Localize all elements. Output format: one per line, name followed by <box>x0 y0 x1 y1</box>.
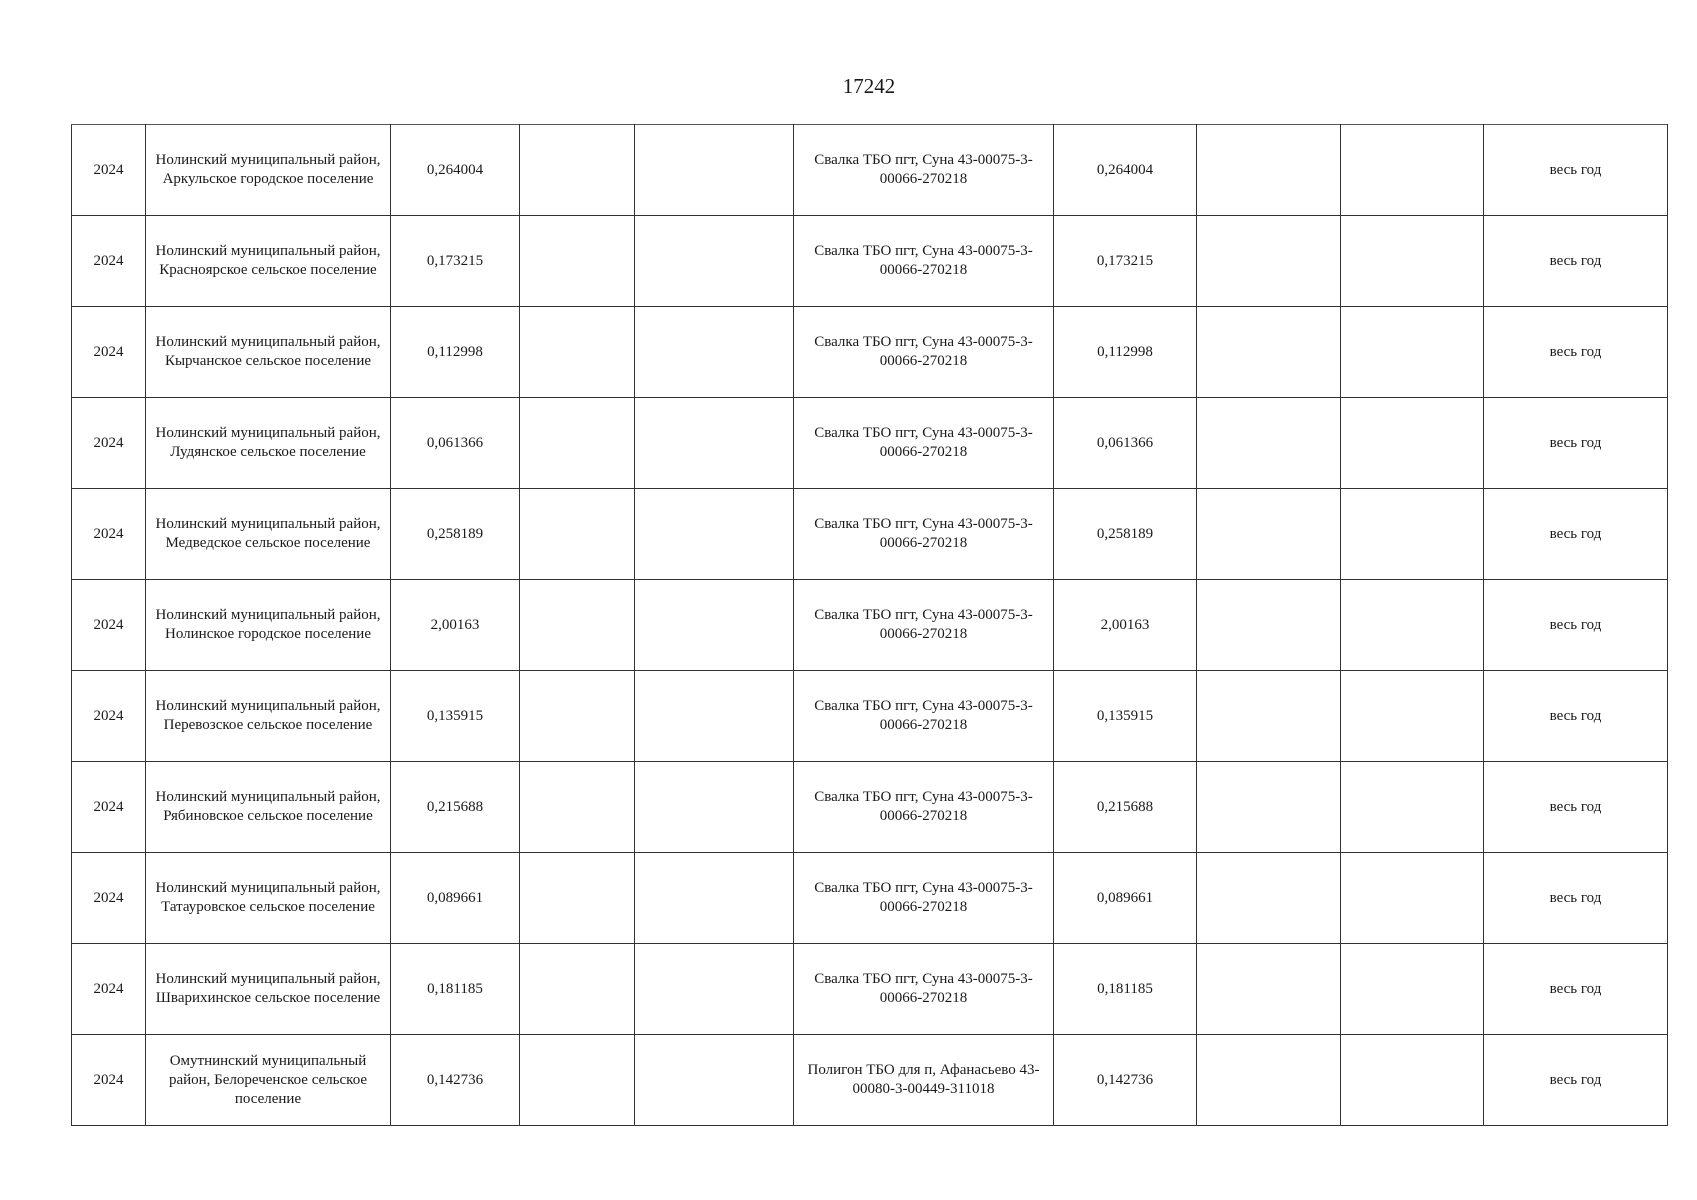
cell-period: весь год <box>1484 489 1668 580</box>
cell-volume: 0,142736 <box>391 1035 520 1126</box>
cell-facility: Свалка ТБО пгт, Суна 43-00075-3-00066-270218 <box>794 853 1054 944</box>
cell-empty-8 <box>1197 762 1341 853</box>
cell-empty-9 <box>1341 216 1484 307</box>
cell-volume-facility: 0,089661 <box>1054 853 1197 944</box>
cell-territory: Нолинский муниципальный район, Перевозское сельское поселение <box>146 671 391 762</box>
cell-facility: Свалка ТБО пгт, Суна 43-00075-3-00066-270218 <box>794 944 1054 1035</box>
cell-facility: Свалка ТБО пгт, Суна 43-00075-3-00066-270218 <box>794 307 1054 398</box>
cell-empty-5 <box>635 1035 794 1126</box>
cell-year: 2024 <box>72 125 146 216</box>
cell-empty-9 <box>1341 1035 1484 1126</box>
table-row <box>72 489 1668 580</box>
cell-empty-9 <box>1341 762 1484 853</box>
cell-facility: Полигон ТБО для п, Афанасьево 43-00080-3-00449-311018 <box>794 1035 1054 1126</box>
cell-empty-5 <box>635 398 794 489</box>
cell-empty-4 <box>520 762 635 853</box>
cell-territory: Нолинский муниципальный район, Рябиновское сельское поселение <box>146 762 391 853</box>
cell-facility: Свалка ТБО пгт, Суна 43-00075-3-00066-270218 <box>794 125 1054 216</box>
cell-territory: Нолинский муниципальный район, Шварихинское сельское поселение <box>146 944 391 1035</box>
cell-year: 2024 <box>72 216 146 307</box>
cell-empty-8 <box>1197 489 1341 580</box>
cell-empty-9 <box>1341 944 1484 1035</box>
cell-territory: Нолинский муниципальный район, Кырчанское сельское поселение <box>146 307 391 398</box>
cell-period: весь год <box>1484 762 1668 853</box>
cell-empty-4 <box>520 944 635 1035</box>
cell-volume-facility: 0,181185 <box>1054 944 1197 1035</box>
cell-volume-facility: 0,215688 <box>1054 762 1197 853</box>
cell-volume-facility: 0,135915 <box>1054 671 1197 762</box>
cell-year: 2024 <box>72 307 146 398</box>
table-row <box>72 307 1668 398</box>
cell-territory: Нолинский муниципальный район, Медведское сельское поселение <box>146 489 391 580</box>
cell-empty-9 <box>1341 580 1484 671</box>
waste-registry-table <box>71 124 1668 1126</box>
cell-period: весь год <box>1484 944 1668 1035</box>
cell-facility: Свалка ТБО пгт, Суна 43-00075-3-00066-270218 <box>794 216 1054 307</box>
cell-volume-facility: 0,173215 <box>1054 216 1197 307</box>
cell-period: весь год <box>1484 853 1668 944</box>
cell-empty-5 <box>635 125 794 216</box>
cell-empty-8 <box>1197 580 1341 671</box>
cell-volume: 0,264004 <box>391 125 520 216</box>
cell-volume-facility: 0,264004 <box>1054 125 1197 216</box>
cell-empty-4 <box>520 671 635 762</box>
cell-empty-9 <box>1341 671 1484 762</box>
cell-empty-4 <box>520 216 635 307</box>
cell-empty-5 <box>635 944 794 1035</box>
cell-empty-4 <box>520 489 635 580</box>
cell-year: 2024 <box>72 944 146 1035</box>
cell-empty-8 <box>1197 216 1341 307</box>
cell-empty-9 <box>1341 853 1484 944</box>
cell-year: 2024 <box>72 580 146 671</box>
cell-empty-9 <box>1341 307 1484 398</box>
cell-empty-5 <box>635 671 794 762</box>
cell-empty-8 <box>1197 944 1341 1035</box>
cell-volume: 0,173215 <box>391 216 520 307</box>
table-row <box>72 398 1668 489</box>
cell-empty-8 <box>1197 398 1341 489</box>
cell-volume: 0,215688 <box>391 762 520 853</box>
cell-volume-facility: 0,112998 <box>1054 307 1197 398</box>
cell-volume: 0,181185 <box>391 944 520 1035</box>
table-body <box>72 125 1668 1126</box>
table-row <box>72 671 1668 762</box>
cell-volume: 0,089661 <box>391 853 520 944</box>
cell-period: весь год <box>1484 580 1668 671</box>
cell-empty-4 <box>520 398 635 489</box>
cell-period: весь год <box>1484 125 1668 216</box>
cell-facility: Свалка ТБО пгт, Суна 43-00075-3-00066-270218 <box>794 762 1054 853</box>
page-number: 17242 <box>842 74 896 98</box>
cell-territory: Омутнинский муниципальный район, Белореченское сельское поселение <box>146 1035 391 1126</box>
table-row <box>72 1035 1668 1126</box>
cell-year: 2024 <box>72 762 146 853</box>
cell-empty-4 <box>520 1035 635 1126</box>
cell-empty-8 <box>1197 671 1341 762</box>
table-row <box>72 216 1668 307</box>
cell-volume: 0,112998 <box>391 307 520 398</box>
cell-volume: 0,061366 <box>391 398 520 489</box>
cell-empty-4 <box>520 125 635 216</box>
cell-period: весь год <box>1484 671 1668 762</box>
cell-period: весь год <box>1484 398 1668 489</box>
table-row <box>72 762 1668 853</box>
cell-period: весь год <box>1484 307 1668 398</box>
cell-empty-4 <box>520 307 635 398</box>
cell-empty-4 <box>520 580 635 671</box>
table-row <box>72 853 1668 944</box>
cell-volume: 0,135915 <box>391 671 520 762</box>
cell-empty-4 <box>520 853 635 944</box>
cell-volume-facility: 0,258189 <box>1054 489 1197 580</box>
cell-year: 2024 <box>72 398 146 489</box>
cell-territory: Нолинский муниципальный район, Лудянское сельское поселение <box>146 398 391 489</box>
cell-volume: 0,258189 <box>391 489 520 580</box>
cell-period: весь год <box>1484 1035 1668 1126</box>
table-row <box>72 125 1668 216</box>
cell-empty-5 <box>635 853 794 944</box>
cell-territory: Нолинский муниципальный район, Краснoярское сельское поселение <box>146 216 391 307</box>
cell-volume-facility: 2,00163 <box>1054 580 1197 671</box>
cell-territory: Нолинский муниципальный район, Нолинское городское поселение <box>146 580 391 671</box>
cell-facility: Свалка ТБО пгт, Суна 43-00075-3-00066-270218 <box>794 671 1054 762</box>
cell-empty-5 <box>635 489 794 580</box>
cell-facility: Свалка ТБО пгт, Суна 43-00075-3-00066-270218 <box>794 489 1054 580</box>
cell-empty-5 <box>635 216 794 307</box>
cell-empty-5 <box>635 580 794 671</box>
table-row <box>72 944 1668 1035</box>
cell-empty-5 <box>635 307 794 398</box>
cell-year: 2024 <box>72 489 146 580</box>
cell-volume-facility: 0,142736 <box>1054 1035 1197 1126</box>
cell-volume-facility: 0,061366 <box>1054 398 1197 489</box>
cell-empty-8 <box>1197 1035 1341 1126</box>
cell-empty-9 <box>1341 398 1484 489</box>
cell-year: 2024 <box>72 853 146 944</box>
cell-empty-9 <box>1341 125 1484 216</box>
cell-empty-8 <box>1197 307 1341 398</box>
cell-facility: Свалка ТБО пгт, Суна 43-00075-3-00066-270218 <box>794 398 1054 489</box>
cell-volume: 2,00163 <box>391 580 520 671</box>
cell-year: 2024 <box>72 1035 146 1126</box>
cell-empty-5 <box>635 762 794 853</box>
table-row <box>72 580 1668 671</box>
cell-empty-9 <box>1341 489 1484 580</box>
cell-year: 2024 <box>72 671 146 762</box>
cell-territory: Нолинский муниципальный район, Аркульское городское поселение <box>146 125 391 216</box>
cell-empty-8 <box>1197 853 1341 944</box>
cell-territory: Нолинский муниципальный район, Татауровское сельское поселение <box>146 853 391 944</box>
cell-period: весь год <box>1484 216 1668 307</box>
cell-empty-8 <box>1197 125 1341 216</box>
cell-facility: Свалка ТБО пгт, Суна 43-00075-3-00066-270218 <box>794 580 1054 671</box>
